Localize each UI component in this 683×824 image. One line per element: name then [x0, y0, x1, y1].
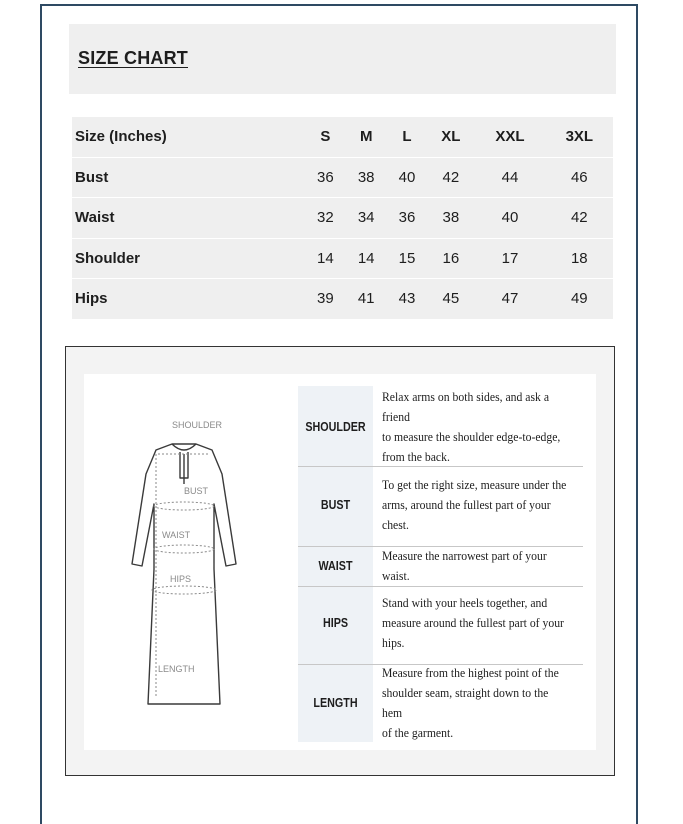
- measure-label: SHOULDER: [305, 420, 366, 434]
- size-header-xxl: XXL: [474, 117, 545, 158]
- table-cell: 42: [546, 198, 613, 239]
- row-label: Waist: [72, 198, 305, 239]
- measure-label: BUST: [320, 498, 351, 512]
- row-label: Shoulder: [72, 239, 305, 280]
- table-cell: 17: [474, 239, 545, 280]
- table-header-label: Size (Inches): [72, 117, 305, 158]
- measure-row-waist: [298, 548, 598, 584]
- table-cell: 16: [427, 239, 474, 280]
- table-cell: 36: [305, 158, 346, 199]
- size-header-3xl: 3XL: [546, 117, 613, 158]
- table-cell: 15: [387, 239, 428, 280]
- table-cell: 41: [357, 290, 375, 308]
- bust-line: [154, 502, 214, 510]
- table-cell: 40: [474, 198, 545, 239]
- figure-label-bust: BUST: [184, 486, 209, 496]
- waist-line: [154, 545, 214, 553]
- measure-row-bust: [298, 472, 598, 538]
- measure-label: LENGTH: [313, 696, 358, 710]
- table-cell: 47: [501, 290, 519, 308]
- table-row: [72, 198, 613, 239]
- size-header-s: S: [305, 117, 346, 158]
- table-cell: 43: [398, 290, 416, 308]
- measure-label: WAIST: [318, 559, 353, 573]
- figure-label-length: LENGTH: [158, 664, 195, 674]
- table-cell: 45: [442, 290, 460, 308]
- table-cell: 44: [474, 158, 545, 199]
- measure-description: Stand with your heels together, and measure around the fullest part of your hips.: [382, 595, 564, 650]
- title-bar: [69, 24, 616, 94]
- table-cell: 42: [427, 158, 474, 199]
- divider: [298, 466, 583, 467]
- figure-label-shoulder: SHOULDER: [172, 420, 223, 430]
- measurement-guide: [65, 346, 615, 776]
- figure-label-hips: HIPS: [170, 574, 192, 584]
- table-cell: 38: [346, 158, 387, 199]
- table-cell: 46: [546, 158, 613, 199]
- table-cell: 36: [387, 198, 428, 239]
- garment-placket: [180, 452, 188, 484]
- table-header-row: [72, 117, 613, 158]
- page-title: SIZE CHART: [78, 48, 188, 68]
- size-header-xl: XL: [427, 117, 474, 158]
- figure-label-waist: WAIST: [162, 530, 191, 540]
- table-row: [72, 279, 613, 319]
- measure-row-length: [298, 665, 598, 740]
- table-cell: 14: [346, 239, 387, 280]
- row-label: Bust: [72, 158, 305, 199]
- table-cell: 32: [305, 198, 346, 239]
- table-cell: 40: [387, 158, 428, 199]
- table-cell: 38: [427, 198, 474, 239]
- measurement-guide-panel: [84, 374, 596, 750]
- table-cell: 34: [346, 198, 387, 239]
- garment-neckline: [172, 444, 196, 450]
- table-cell: 49: [570, 290, 588, 308]
- measure-row-shoulder: [298, 389, 598, 464]
- measure-description: Measure the narrowest part of your waist.: [382, 548, 547, 583]
- row-label: Hips: [75, 290, 108, 308]
- measure-description: To get the right size, measure under the arms, around the fullest part of your chest.: [382, 477, 567, 532]
- divider: [298, 586, 583, 587]
- measure-description: Relax arms on both sides, and ask a friend to measure the shoulder edge-to-edge, from the back.: [382, 389, 561, 464]
- table-cell: 39: [317, 290, 334, 308]
- measure-label: HIPS: [322, 616, 349, 630]
- table-cell: 18: [546, 239, 613, 280]
- table-row: [72, 239, 613, 280]
- measure-description: Measure from the highest point of the shoulder seam, straight down to the hem of the garment.: [382, 665, 559, 740]
- hips-line: [152, 586, 216, 594]
- table-cell: 14: [305, 239, 346, 280]
- size-header-m: M: [346, 117, 387, 158]
- size-header-l: L: [387, 117, 428, 158]
- table-row: [72, 158, 613, 199]
- measure-row-hips: [298, 590, 598, 656]
- size-table: [72, 117, 613, 319]
- garment-diagram: [114, 414, 254, 734]
